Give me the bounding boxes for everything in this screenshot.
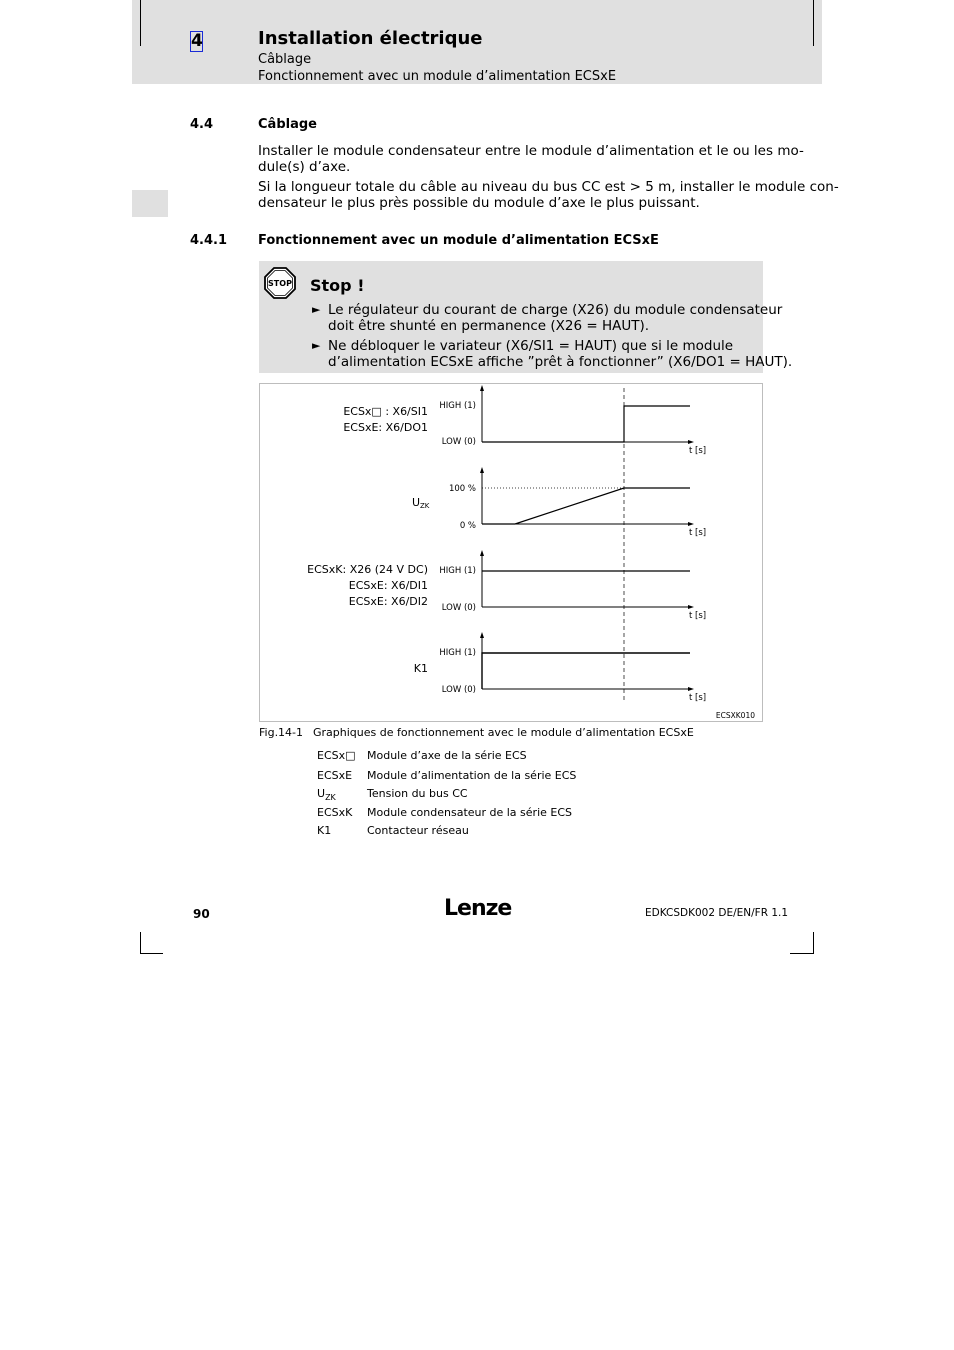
crop-mark-bottom-right-h xyxy=(790,953,814,954)
stop-bullet-2-line-1: Ne débloquer le variateur (X6/SI1 = HAUT) que si le module xyxy=(328,338,734,354)
legend-term-2: ECSxE xyxy=(317,769,353,782)
level-low-3: LOW (0) xyxy=(441,603,476,613)
chapter-number: 4 xyxy=(191,31,203,51)
figure-code: ECSXK010 xyxy=(715,711,755,720)
legend-def-2: Module d’alimentation de la série ECS xyxy=(367,769,577,782)
paragraph-1-line-1: Installer le module condensateur entre le module d’alimentation et le ou les mo- xyxy=(258,143,804,159)
level-low-1: LOW (0) xyxy=(441,437,476,447)
stop-bullet-2-line-2: d’alimentation ECSxE affiche ”prêt à fonctionner” (X6/DO1 = HAUT). xyxy=(328,354,793,370)
x-arrow-1 xyxy=(688,440,694,444)
time-axis-label-4: t [s] xyxy=(689,693,707,703)
document-id: EDKCSDK002 DE/EN/FR 1.1 xyxy=(645,907,789,919)
waveform-4 xyxy=(482,653,690,689)
bullet-arrow-icon: ► xyxy=(312,303,321,316)
time-axis-label-1: t [s] xyxy=(689,446,707,456)
stop-bullet-1-line-1: Le régulateur du courant de charge (X26) du module condensateur xyxy=(328,302,783,318)
stop-title: Stop ! xyxy=(310,276,365,295)
level-high-3: HIGH (1) xyxy=(439,566,476,576)
x-arrow-4 xyxy=(688,687,694,691)
level-0-2: 0 % xyxy=(459,521,476,531)
legend-term-3-main: U xyxy=(317,787,326,800)
legend-def-4: Module condensateur de la série ECS xyxy=(367,806,573,819)
figure-caption-number: Fig.14-1 xyxy=(259,726,304,739)
signal-3-label-3: ECSxE: X6/DI2 xyxy=(348,595,428,608)
legend-def-5: Contacteur réseau xyxy=(367,824,469,837)
crop-mark-bottom-right-v xyxy=(813,932,814,954)
paragraph-1-line-2: dule(s) d’axe. xyxy=(258,159,351,175)
legend-term-3-sub: ZK xyxy=(325,793,336,803)
legend-def-1: Module d’axe de la série ECS xyxy=(367,749,527,762)
waveform-2 xyxy=(482,488,690,524)
header-subtitle-1: Câblage xyxy=(258,52,312,67)
signal-3-label-2: ECSxE: X6/DI1 xyxy=(348,579,428,592)
level-high-1: HIGH (1) xyxy=(439,401,476,411)
level-low-4: LOW (0) xyxy=(441,685,476,695)
level-high-4: HIGH (1) xyxy=(439,648,476,658)
subsection-title: Fonctionnement avec un module d’alimentation ECSxE xyxy=(258,233,659,248)
waveform-1 xyxy=(482,406,690,442)
legend-term-4: ECSxK xyxy=(317,806,353,819)
section-title: Câblage xyxy=(258,117,317,132)
subsection-number: 4.4.1 xyxy=(190,233,228,248)
paragraph-2-line-1: Si la longueur totale du câble au niveau du bus CC est > 5 m, installer le module con- xyxy=(258,179,839,195)
y-arrow-4 xyxy=(480,632,484,638)
lenze-logo: Lenze xyxy=(444,896,512,921)
y-arrow-2 xyxy=(480,467,484,473)
legend-term-5: K1 xyxy=(317,824,332,837)
section-number: 4.4 xyxy=(190,117,214,132)
signal-1-label-1: ECSx□ : X6/SI1 xyxy=(343,405,428,418)
stop-sign-text: STOP xyxy=(268,279,292,288)
legend-term-1: ECSx□ xyxy=(317,749,356,762)
bullet-arrow-icon: ► xyxy=(312,339,321,352)
y-arrow-3 xyxy=(480,550,484,556)
legend-def-3: Tension du bus CC xyxy=(367,787,468,800)
crop-mark-bottom-left-h xyxy=(140,953,163,954)
page-number: 90 xyxy=(193,907,210,921)
legend-term-3 xyxy=(317,787,336,802)
paragraph-2-line-2: densateur le plus près possible du module d’axe le plus puissant. xyxy=(258,195,700,211)
signal-3-label-1: ECSxK: X26 (24 V DC) xyxy=(307,563,428,576)
signal-4-label: K1 xyxy=(413,662,428,675)
crop-mark-bottom-left-v xyxy=(140,932,141,954)
time-axis-label-2: t [s] xyxy=(689,528,707,538)
x-arrow-2 xyxy=(688,522,694,526)
y-arrow-1 xyxy=(480,385,484,391)
x-arrow-3 xyxy=(688,605,694,609)
time-axis-label-3: t [s] xyxy=(689,611,707,621)
figure-caption-text: Graphiques de fonctionnement avec le module d’alimentation ECSxE xyxy=(313,726,694,739)
signal-2-label: U xyxy=(411,496,420,509)
signal-1-label-2: ECSxE: X6/DO1 xyxy=(343,421,428,434)
header-subtitle-2: Fonctionnement avec un module d’alimentation ECSxE xyxy=(258,69,617,84)
stop-bullet-1-line-2: doit être shunté en permanence (X26 = HAUT). xyxy=(328,318,650,334)
page-title: Installation électrique xyxy=(258,28,483,49)
level-100-2: 100 % xyxy=(448,484,476,494)
signal-2-subscript: ZK xyxy=(420,502,430,510)
